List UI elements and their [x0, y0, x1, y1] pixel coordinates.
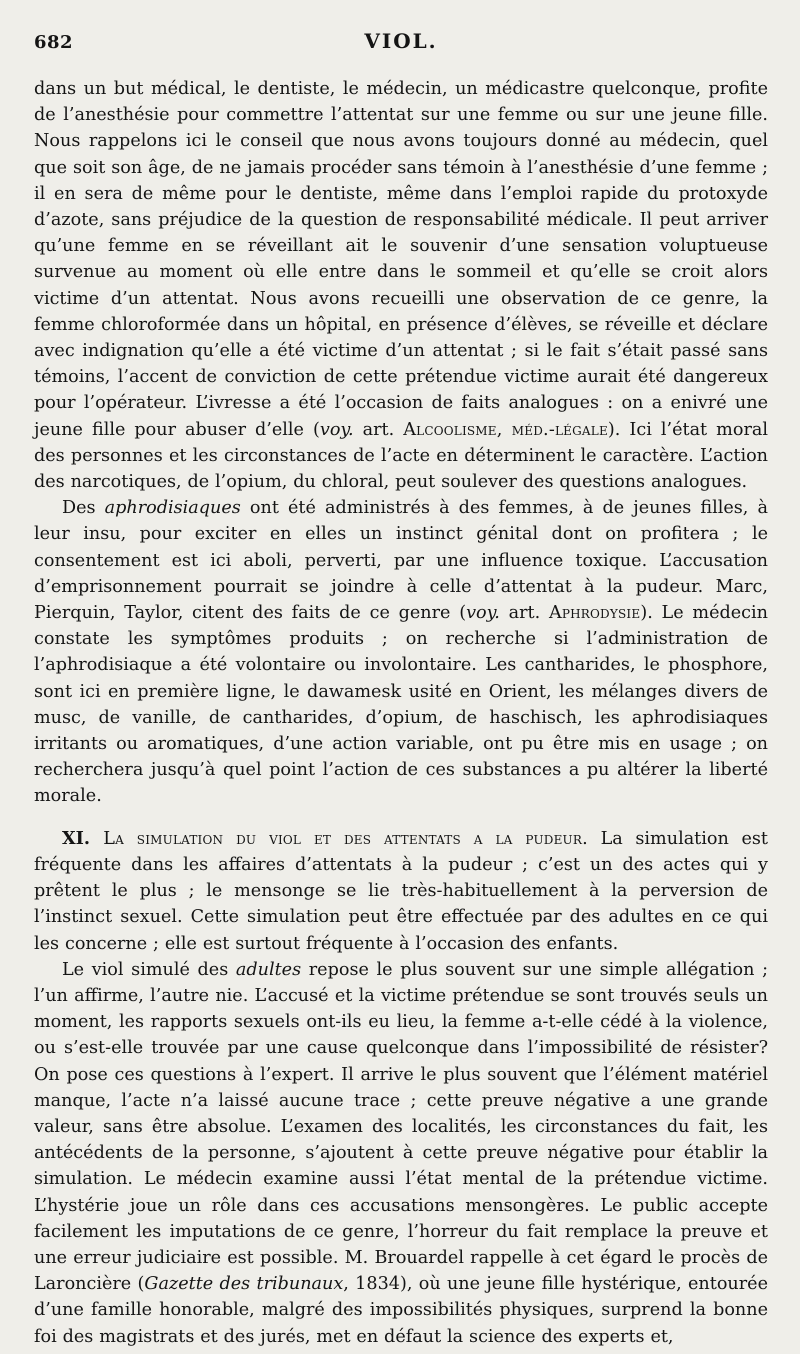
- emphasized-term: aphrodisiaques: [104, 498, 241, 519]
- reference-abbreviation: voy.: [319, 419, 354, 440]
- page-header: [34, 26, 768, 66]
- section-heading: La simulation du viol et des attentats a la pudeur.: [103, 828, 588, 849]
- paragraph-text: ). Ici l’état moral des personnes et les circonstances de l’acte en déterminent le caractère. L’action des narcotiques, de l’opium, du chloral, peut soulever des questions analogues.: [34, 419, 768, 493]
- page-number: 682: [34, 32, 74, 53]
- paragraph-text: repose le plus souvent sur une simple allégation ; l’un affirme, l’autre nie. L’accusé et la victime prétendue se sont trouvés seuls un moment, les rapports sexuels ont-ils eu lieu, la femme a-t-elle cédé à la violence, ou s’est-elle trouvée par une cause quelconque dans l’impossibilité de résister? On pose ces questions à l’expert. Il arrive le plus souvent que l’élément matériel manque, l’acte n’a laissé aucune trace ; cette preuve négative a une grande valeur, sans être absolue. L’examen des localités, les circonstances du fait, les antécédents de la personne, s’ajoutent à cette preuve négative pour établir la simulation. Le médecin examine aussi l’état mental de la prétendue victime. L’hystérie joue un rôle dans ces accusations mensongères. Le public accepte facilement les imputations de ce genre, l’horreur du fait remplace la preuve et une erreur judiciaire est possible. M. Brouardel rappelle à cet égard le procès de Laroncière (: [34, 959, 768, 1295]
- paragraph-anesthesia-intoxication: [34, 76, 768, 495]
- paragraph-aphrodisiacs: [34, 495, 768, 809]
- section-spacing: [34, 810, 768, 826]
- journal-title: Gazette des tribunaux: [144, 1274, 344, 1295]
- emphasized-term: adultes: [235, 959, 302, 980]
- cross-reference: Aphrodysie: [548, 603, 641, 624]
- paragraph-text: ont été administrés à des femmes, à de jeunes filles, à leur insu, pour exciter en elles un instinct génital dont on profitera ; le consentement est ici aboli, perverti, par une influence toxique. L’accusation d’emprisonnement pourrait se joindre à celle d’attentat à la pudeur. Marc, Pierquin, Taylor, citent des faits de ce genre (: [34, 498, 768, 624]
- body-text: [34, 76, 768, 1350]
- paragraph-text: dans un but médical, le dentiste, le médecin, un médicastre quelconque, profite de l’anesthésie pour commettre l’attentat sur une femme ou sur une jeune fille. Nous rappelons ici le conseil que nous avons toujours donné au médecin, quel que soit son âge, de ne jamais procéder sans témoin à l’anesthésie d’une femme ; il en sera de même pour le dentiste, même dans l’emploi rapide du protoxyde d’azote, sans préjudice de la question de responsabilité médicale. Il peut arriver qu’une femme en se réveillant ait le souvenir d’une sensation voluptueuse survenue au moment où elle entre dans le sommeil et qu’elle se croit alors victime d’un attentat. Nous avons recueilli une observation de ce genre, la femme chloroformée dans un hôpital, en présence d’élèves, se réveille et déclare avec indignation qu’elle a été victime d’un attentat ; si le fait s’était passé sans témoins, l’accent de conviction de cette prétendue victime aurait été dangereux pour l’opérateur. L’ivresse a été l’occasion de faits analogues : on a enivré une jeune fille pour abuser d’elle (: [34, 79, 768, 440]
- paragraph-text: ). Le médecin constate les symptômes produits ; on recherche si l’administration de l’aphrodisiaque a été volontaire ou involontaire. Les cantharides, le phosphore, sont ici en première ligne, le dawamesk usité en Orient, les mélanges divers de musc, de vanille, de cantharides, d’opium, de haschisch, les aphrodisiaques irritants ou aromatiques, d’une action variable, ont pu être mis en usage ; on recherchera jusqu’à quel point l’action de ces substances a pu altérer la liberté morale.: [34, 603, 768, 807]
- paragraph-text: art.: [499, 603, 549, 624]
- reference-abbreviation: voy.: [466, 603, 500, 624]
- paragraph-text: Des: [62, 498, 105, 519]
- paragraph-text: La simulation est fréquente dans les affaires d’attentats à la pudeur ; c’est un des actes qui y prêtent le plus ; le mensonge se lie très-habituellement à la perversion de l’instinct sexuel. Cette simulation peut être effectuée par des adultes en ce qui les concerne ; elle est surtout fréquente à l’occasion des enfants.: [34, 828, 768, 954]
- paragraph-text: , 1834), où une jeune fille hystérique, entourée d’une famille honorable, malgré des impossibilités physiques, surprend la bonne foi des magistrats et des jurés, met en défaut la science des experts et,: [34, 1274, 768, 1347]
- running-title: VIOL.: [364, 29, 438, 53]
- cross-reference: Alcoolisme, méd.-légale: [403, 419, 608, 440]
- section-numeral: XI.: [62, 827, 104, 849]
- paragraph-adult-simulation: [34, 957, 768, 1350]
- paragraph-section-xi: [34, 826, 768, 957]
- paragraph-text: Le viol simulé des: [62, 959, 236, 980]
- paragraph-text: art.: [353, 419, 404, 440]
